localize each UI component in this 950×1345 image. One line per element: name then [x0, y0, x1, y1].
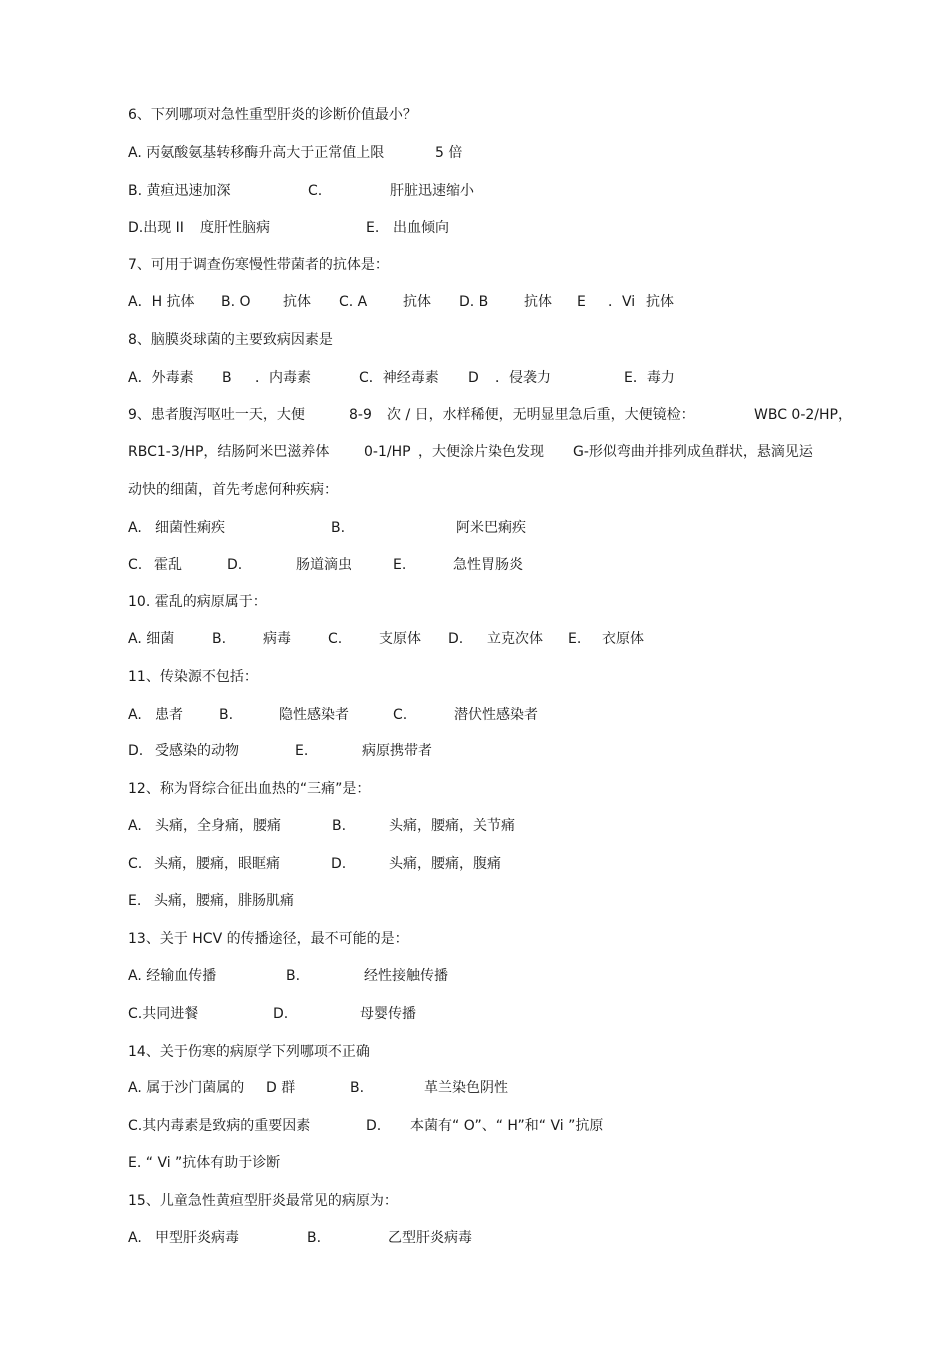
q11-option-a-text: 患者	[155, 707, 183, 723]
q12-option-b-text: 头痛，腰痛，关节痛	[389, 818, 515, 834]
q9-option-d-text: 肠道滴虫	[296, 557, 352, 573]
q6-option-b: B. 黄疸迅速加深	[128, 183, 231, 199]
q8-option-d-text: ．侵袭力	[495, 370, 551, 386]
q8-option-a: A．外毒素	[128, 370, 194, 386]
q9-option-a-letter: A.	[128, 520, 142, 536]
q6-option-c-letter: C.	[308, 183, 323, 199]
q6-option-d-prefix: D.出现 II	[128, 220, 184, 236]
q9-option-c-text: 霍乱	[154, 557, 182, 573]
q6-option-e-text: 出血倾向	[393, 220, 449, 236]
q8-stem-text: 8、脑膜炎球菌的主要致病因素是	[128, 332, 333, 348]
q14-option-d-text: 本菌有“ O”、“ H”和“ Vi ”抗原	[410, 1118, 604, 1134]
q7-option-b-letter: B. O	[221, 294, 251, 310]
q14-stem-text: 14、关于伤寒的病原学下列哪项不正确	[128, 1044, 370, 1060]
q12-option-d-text: 头痛，腰痛，腹痛	[389, 856, 501, 872]
q8-option-b-letter: B	[222, 370, 232, 386]
q9-option-b-text: 阿米巴痢疾	[456, 520, 526, 536]
q6-option-c-text: 肝脏迅速缩小	[390, 183, 474, 199]
q12-option-c-text: 头痛，腰痛，眼眶痛	[154, 856, 280, 872]
q14-option-a-group: D 群	[266, 1080, 296, 1096]
q9-stem2-part1: RBC1-3/HP，结肠阿米巴滋养体	[128, 444, 330, 460]
q6-option-a: A. 丙氨酸氨基转移酶升高大于正常值上限	[128, 145, 385, 161]
q7-option-b-text: 抗体	[283, 294, 311, 310]
q9-stem-part2: 8-9	[349, 407, 372, 423]
q11-option-e-letter: E.	[295, 743, 309, 759]
q7-option-e-letter: E	[577, 294, 586, 310]
q9-stem-part4: WBC 0-2/HP，	[754, 407, 852, 423]
q12-option-b-letter: B.	[332, 818, 347, 834]
q11-option-d-letter: D.	[128, 743, 144, 759]
q11-option-c-letter: C.	[393, 707, 408, 723]
q13-option-d-letter: D.	[273, 1006, 289, 1022]
q15-option-a-text: 甲型肝炎病毒	[155, 1230, 239, 1246]
q14-option-a: A. 属于沙门菌属的	[128, 1080, 245, 1096]
q7-option-d-text: 抗体	[524, 294, 552, 310]
q10-option-c-letter: C.	[328, 631, 343, 647]
q9-stem-part1: 9、患者腹泻呕吐一天，大便	[128, 407, 305, 423]
q9-stem2-part2: 0-1/HP	[364, 444, 411, 460]
q15-option-b-letter: B.	[307, 1230, 322, 1246]
q6-option-e-letter: E.	[366, 220, 380, 236]
q9-stem2-part4: G-形似弯曲并排列成鱼群状，悬滴见运	[573, 444, 813, 460]
q14-option-b-letter: B.	[350, 1080, 365, 1096]
q11-stem-text: 11、传染源不包括：	[128, 669, 258, 685]
q10-option-e-text: 衣原体	[602, 631, 644, 647]
q14-option-c: C.其内毒素是致病的重要因素	[128, 1118, 311, 1134]
q12-option-e-letter: E.	[128, 893, 142, 909]
q8-option-c: C．神经毒素	[359, 370, 439, 386]
q10-option-d-text: 立克次体	[487, 631, 543, 647]
q13-stem-text: 13、关于 HCV 的传播途径，最不可能的是：	[128, 931, 409, 947]
q10-option-c-text: 支原体	[379, 631, 421, 647]
q13-option-b-text: 经性接触传播	[364, 968, 448, 984]
q10-option-a: A. 细菌	[128, 631, 175, 647]
q13-option-c: C.共同进餐	[128, 1006, 199, 1022]
q11-option-b-text: 隐性感染者	[279, 707, 349, 723]
q12-option-a-text: 头痛，全身痛，腰痛	[155, 818, 281, 834]
q7-option-c-letter: C. A	[339, 294, 368, 310]
q14-option-d-letter: D.	[366, 1118, 382, 1134]
q7-option-e-prefix: ．Vi	[608, 294, 636, 310]
q9-option-c-letter: C.	[128, 557, 143, 573]
q15-option-b-text: 乙型肝炎病毒	[388, 1230, 472, 1246]
q8-option-e: E．毒力	[624, 370, 675, 386]
q9-option-e-text: 急性胃肠炎	[453, 557, 523, 573]
q14-option-e: E. “ Vi ”抗体有助于诊断	[128, 1155, 281, 1171]
q11-option-c-text: 潜伏性感染者	[454, 707, 538, 723]
q9-stem-part3: 次 / 日，水样稀便，无明显里急后重，大便镜检：	[387, 407, 695, 423]
q6-option-d-text: 度肝性脑病	[200, 220, 270, 236]
q13-option-d-text: 母婴传播	[360, 1006, 416, 1022]
q15-stem-text: 15、儿童急性黄疸型肝炎最常见的病原为：	[128, 1193, 398, 1209]
q10-stem-text: 10. 霍乱的病原属于：	[128, 594, 267, 610]
q7-option-e-text: 抗体	[646, 294, 674, 310]
q8-option-d-letter: D	[468, 370, 479, 386]
q6-stem-text: 6、下列哪项对急性重型肝炎的诊断价值最小？	[128, 107, 417, 123]
q7-option-a: A．H 抗体	[128, 294, 195, 310]
q15-option-a-letter: A.	[128, 1230, 142, 1246]
q12-option-c-letter: C.	[128, 856, 143, 872]
q13-option-b-letter: B.	[286, 968, 301, 984]
q6-option-a-value: 5 倍	[435, 145, 463, 161]
q10-option-b-text: 病毒	[263, 631, 291, 647]
q7-option-d-letter: D. B	[459, 294, 489, 310]
q10-option-d-letter: D.	[448, 631, 464, 647]
q12-option-e-text: 头痛，腰痛，腓肠肌痛	[154, 893, 294, 909]
q9-option-e-letter: E.	[393, 557, 407, 573]
q7-option-c-text: 抗体	[403, 294, 431, 310]
q11-option-a-letter: A.	[128, 707, 142, 723]
q11-option-b-letter: B.	[219, 707, 234, 723]
q13-option-a: A. 经输血传播	[128, 968, 217, 984]
q10-option-e-letter: E.	[568, 631, 582, 647]
q12-stem-text: 12、称为肾综合征出血热的“三痛”是：	[128, 781, 371, 797]
q9-option-b-letter: B.	[331, 520, 346, 536]
q9-option-a-text: 细菌性痢疾	[155, 520, 225, 536]
q7-stem-text: 7、可用于调查伤寒慢性带菌者的抗体是：	[128, 257, 389, 273]
q11-option-e-text: 病原携带者	[362, 743, 432, 759]
q9-stem3-text: 动快的细菌，首先考虑何种疾病：	[128, 482, 338, 498]
q8-option-b-text: ．内毒素	[255, 370, 311, 386]
q9-option-d-letter: D.	[227, 557, 243, 573]
q9-stem2-part3: ，大便涂片染色发现	[418, 444, 544, 460]
q11-option-d-text: 受感染的动物	[155, 743, 239, 759]
q10-option-b-letter: B.	[212, 631, 227, 647]
q12-option-d-letter: D.	[331, 856, 347, 872]
q12-option-a-letter: A.	[128, 818, 142, 834]
q14-option-b-text: 革兰染色阴性	[424, 1080, 508, 1096]
